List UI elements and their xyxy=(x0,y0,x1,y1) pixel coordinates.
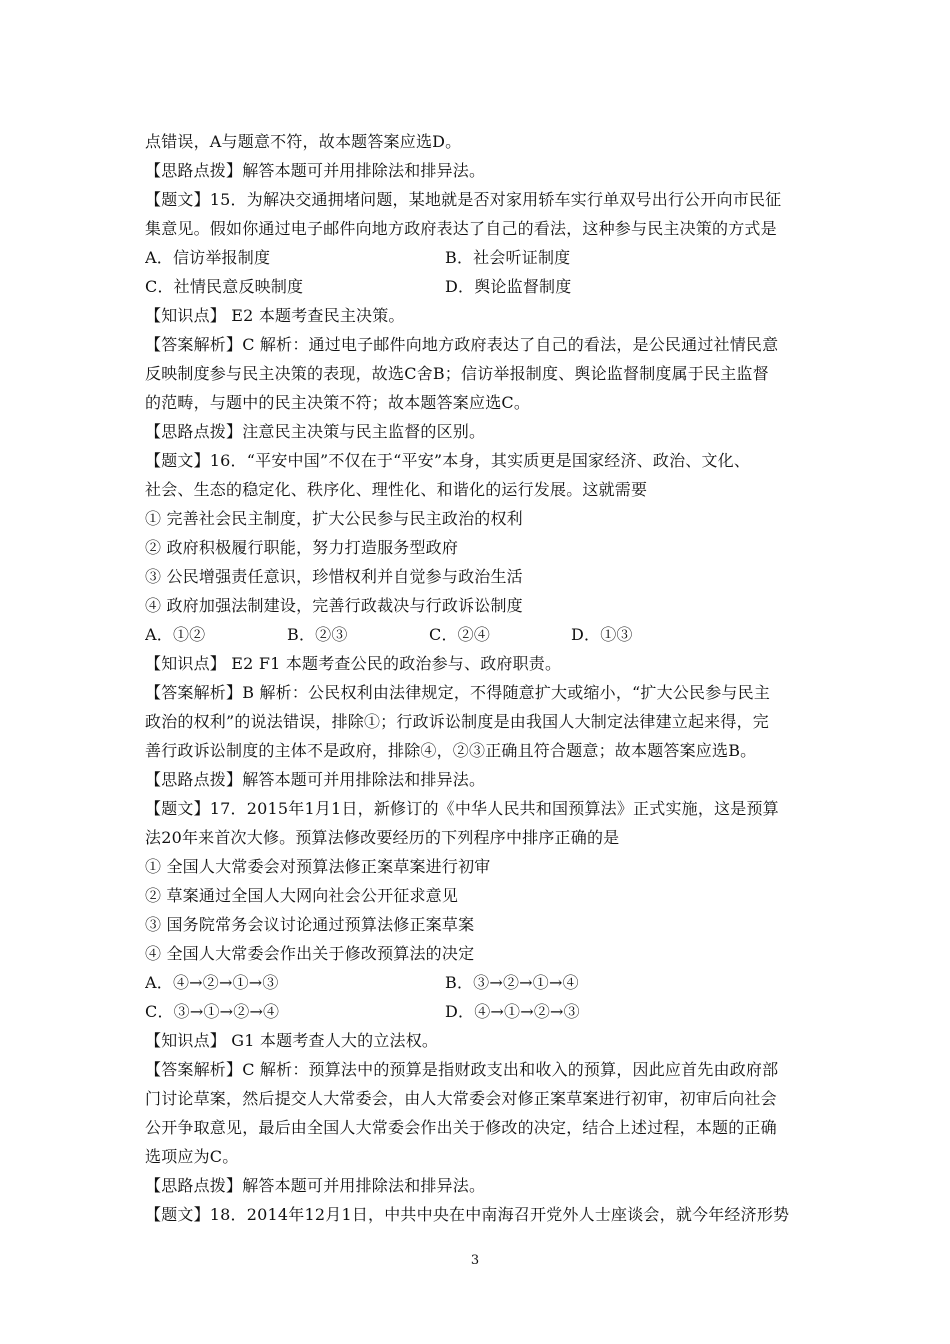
text-line: 反映制度参与民主决策的表现，故选C舍B；信访举报制度、舆论监督制度属于民主监督 xyxy=(145,364,769,383)
text-line: 【知识点】 E2 F1 本题考查公民的政治参与、政府职责。 xyxy=(145,654,562,673)
text-line: 集意见。假如你通过电子邮件向地方政府表达了自己的看法，这种参与民主决策的方式是 xyxy=(145,219,777,238)
option-a: A．信访举报制度 xyxy=(145,248,271,267)
text-line: 善行政诉讼制度的主体不是政府，排除④，②③正确且符合题意；故本题答案应选B。 xyxy=(145,741,757,760)
text-line: 【思路点拨】解答本题可并用排除法和排异法。 xyxy=(145,770,486,789)
text-line: 【思路点拨】解答本题可并用排除法和排异法。 xyxy=(145,1176,486,1195)
text-line: ③ 国务院常务会议讨论通过预算法修正案草案 xyxy=(145,915,475,934)
options-row xyxy=(145,997,815,1026)
option-a: A．①② xyxy=(145,625,206,644)
option-a: A．④→②→①→③ xyxy=(145,973,279,992)
options-row xyxy=(145,272,815,301)
page-number: 3 xyxy=(470,1253,480,1268)
options-row xyxy=(145,620,815,649)
option-d: D．舆论监督制度 xyxy=(445,277,572,296)
text-line: 【答案解析】B 解析：公民权利由法律规定，不得随意扩大或缩小，“扩大公民参与民主 xyxy=(145,683,771,702)
text-line: 的范畴，与题中的民主决策不符；故本题答案应选C。 xyxy=(145,393,531,412)
text-line: ① 完善社会民主制度，扩大公民参与民主政治的权利 xyxy=(145,509,523,528)
text-line: 【题文】17．2015年1月1日，新修订的《中华人民共和国预算法》正式实施，这是预算 xyxy=(145,799,779,818)
text-line: ① 全国人大常委会对预算法修正案草案进行初审 xyxy=(145,857,491,876)
option-c: C．②④ xyxy=(429,625,491,644)
text-line: 点错误，A与题意不符，故本题答案应选D。 xyxy=(145,132,462,151)
text-line: 【答案解析】C 解析：通过电子邮件向地方政府表达了自己的看法，是公民通过社情民意 xyxy=(145,335,779,354)
text-line: ② 草案通过全国人大网向社会公开征求意见 xyxy=(145,886,459,905)
text-line: ④ 政府加强法制建设，完善行政裁决与行政诉讼制度 xyxy=(145,596,523,615)
text-line: 【知识点】 G1 本题考查人大的立法权。 xyxy=(145,1031,439,1050)
option-d: D．④→①→②→③ xyxy=(445,1002,580,1021)
text-line: 【题文】16．“平安中国”不仅在于“平安”本身，其实质更是国家经济、政治、文化、 xyxy=(145,451,751,470)
text-line: 【思路点拨】注意民主决策与民主监督的区别。 xyxy=(145,422,486,441)
text-line: 法20年来首次大修。预算法修改要经历的下列程序中排序正确的是 xyxy=(145,828,620,847)
text-line: 【知识点】 E2 本题考查民主决策。 xyxy=(145,306,405,325)
text-line: ④ 全国人大常委会作出关于修改预算法的决定 xyxy=(145,944,475,963)
option-c: C．社情民意反映制度 xyxy=(145,277,304,296)
option-d: D．①③ xyxy=(571,625,633,644)
option-c: C．③→①→②→④ xyxy=(145,1002,280,1021)
options-row xyxy=(145,968,815,997)
text-line: 【题文】18．2014年12月1日，中共中央在中南海召开党外人士座谈会，就今年经济形势 xyxy=(145,1205,790,1224)
option-b: B．③→②→①→④ xyxy=(445,973,579,992)
text-line: 门讨论草案，然后提交人大常委会，由人大常委会对修正案草案进行初审，初审后向社会 xyxy=(145,1089,777,1108)
options-row xyxy=(145,243,815,272)
text-line: 政治的权利”的说法错误，排除①；行政诉讼制度是由我国人大制定法律建立起来得，完 xyxy=(145,712,769,731)
text-line: 公开争取意见，最后由全国人大常委会作出关于修改的决定，结合上述过程，本题的正确 xyxy=(145,1118,777,1137)
text-line: ② 政府积极履行职能，努力打造服务型政府 xyxy=(145,538,459,557)
text-line: ③ 公民增强责任意识，珍惜权利并自觉参与政治生活 xyxy=(145,567,523,586)
document-body xyxy=(145,127,815,1229)
option-b: B．社会听证制度 xyxy=(445,248,571,267)
text-line: 社会、生态的稳定化、秩序化、理性化、和谐化的运行发展。这就需要 xyxy=(145,480,648,499)
text-line: 【思路点拨】解答本题可并用排除法和排异法。 xyxy=(145,161,486,180)
text-line: 选项应为C。 xyxy=(145,1147,239,1166)
text-line: 【答案解析】C 解析：预算法中的预算是指财政支出和收入的预算，因此应首先由政府部 xyxy=(145,1060,779,1079)
text-line: 【题文】15．为解决交通拥堵问题，某地就是否对家用轿车实行单双号出行公开向市民征 xyxy=(145,190,782,209)
option-b: B．②③ xyxy=(287,625,348,644)
